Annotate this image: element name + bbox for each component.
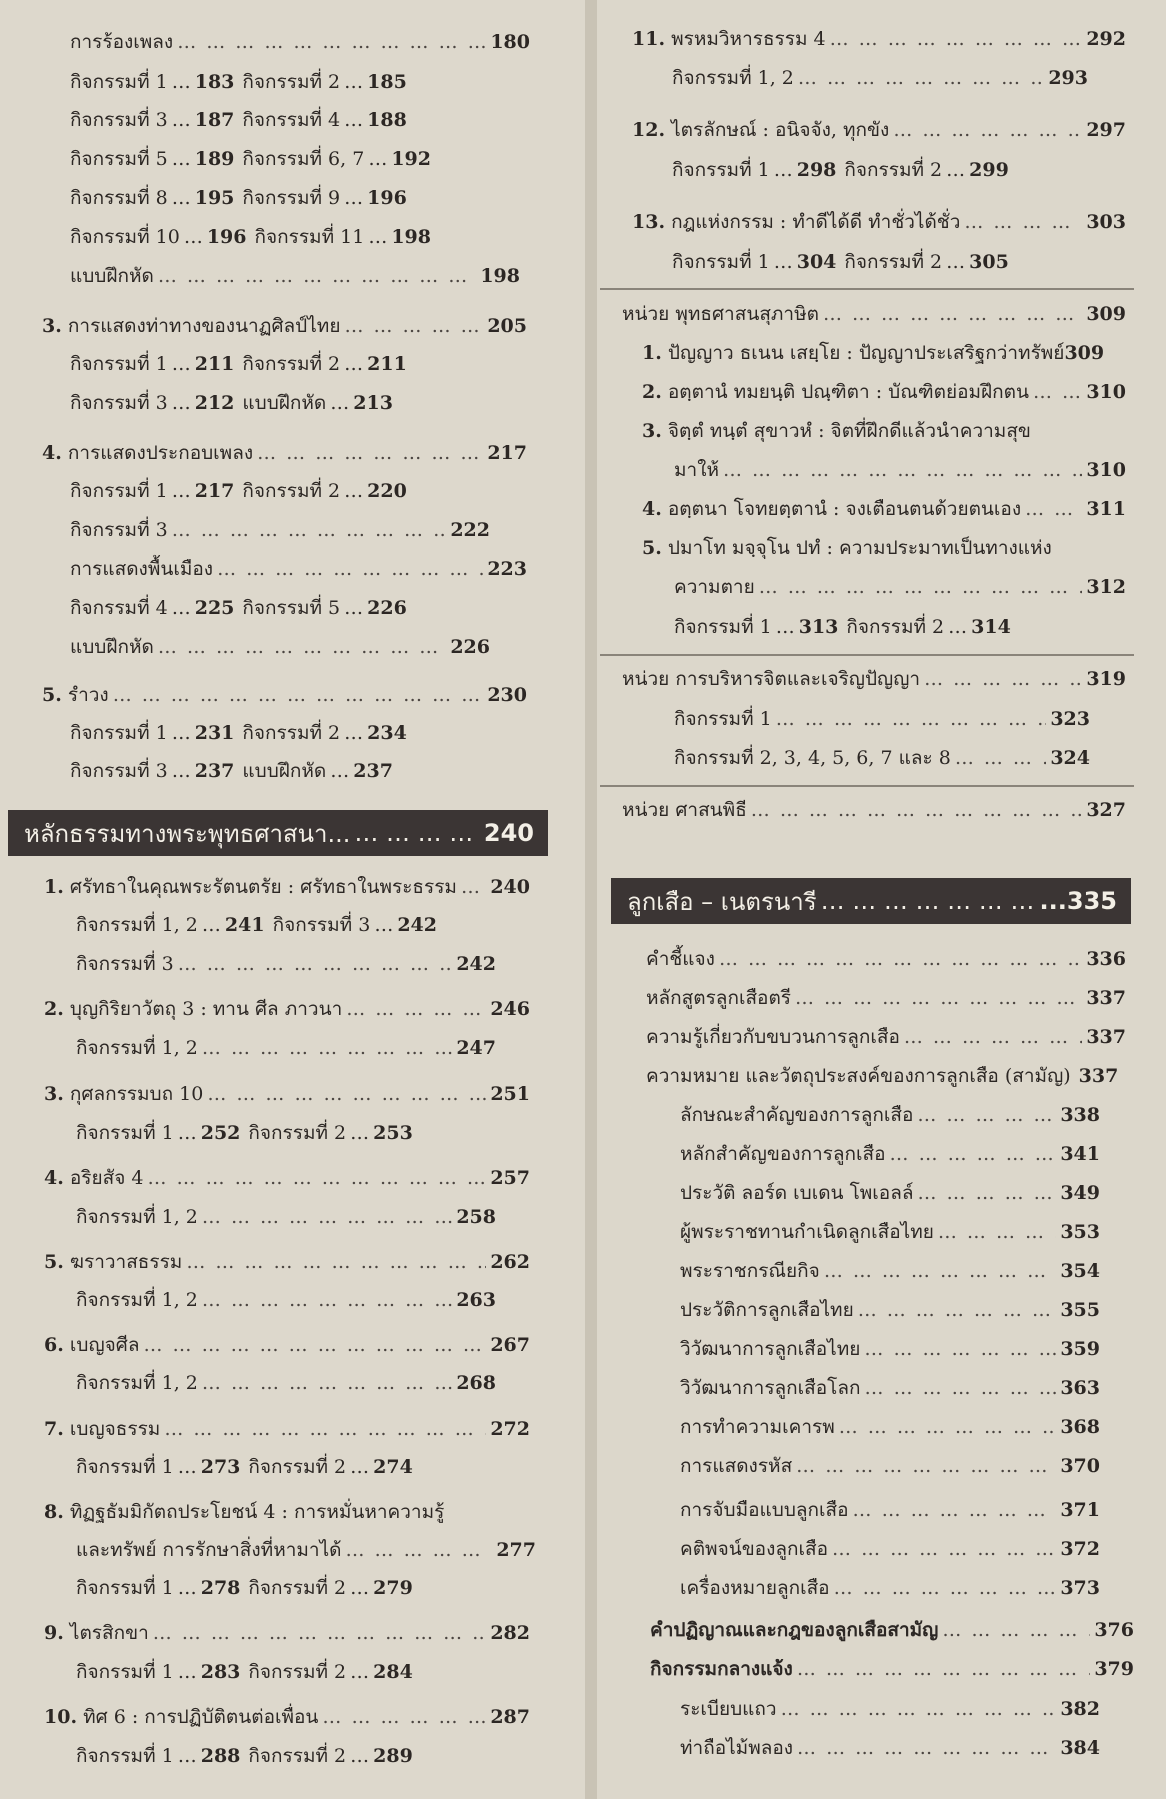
toc-row: หน่วย การบริหารจิตและเจริญปัญญา … … … … … … … … … … … … … … … … … … … … … … … … 319 [622, 666, 1126, 692]
toc-row: กิจกรรมกลางแจ้ง … … … … … … … … … … … … … … … … … … … … … … … … 379 [650, 1656, 1134, 1682]
toc-row: 9. ไตรสิกขา … … … … … … … … … … … … … … … … … … … … … … … … 282 [44, 1620, 530, 1646]
toc-row: 1. ศรัทธาในคุณพระรัตนตรัย : ศรัทธาในพระธรรม … … … … … … … … … … … … … … … … … … … … … … … … 240 [44, 874, 530, 900]
toc-row: กิจกรรมที่ 4 … 225 กิจกรรมที่ 5 … 226 [70, 597, 407, 619]
toc-row: 7. เบญจธรรม … … … … … … … … … … … … … … … … … … … … … … … … 272 [44, 1416, 530, 1442]
toc-row: การจับมือแบบลูกเสือ … … … … … … … … … … … … … … … … … … … … … … … … 371 [680, 1497, 1100, 1523]
toc-row: คติพจน์ของลูกเสือ … … … … … … … … … … … … … … … … … … … … … … … … 372 [680, 1536, 1100, 1562]
toc-row: กิจกรรมที่ 3 … 187 กิจกรรมที่ 4 … 188 [70, 109, 407, 131]
toc-row: ความหมาย และวัตถุประสงค์ของการลูกเสือ (สามัญ) 337 [646, 1065, 1119, 1087]
toc-row: กิจกรรมที่ 1, 2 … 241 กิจกรรมที่ 3 … 242 [76, 914, 437, 936]
toc-row: กิจกรรมที่ 1 … 217 กิจกรรมที่ 2 … 220 [70, 480, 407, 502]
toc-row: ลักษณะสำคัญของการลูกเสือ … … … … … … … … … … … … … … … … … … … … … … … … 338 [680, 1102, 1100, 1128]
toc-row: การทำความเคารพ … … … … … … … … … … … … … … … … … … … … … … … … 368 [680, 1414, 1100, 1440]
toc-row: กิจกรรมที่ 1 … 273 กิจกรรมที่ 2 … 274 [76, 1456, 413, 1478]
section-banner-dhamma: หลักธรรมทางพระพุทธศาสนา... … … … … … … … … … … … 240 [8, 810, 548, 856]
toc-row: กิจกรรมที่ 3 … … … … … … … … … … … … … … … … … … … … … … … … 222 [70, 517, 490, 543]
toc-row: กิจกรรมที่ 1 … 278 กิจกรรมที่ 2 … 279 [76, 1577, 413, 1599]
toc-row: คำชี้แจง … … … … … … … … … … … … … … … … … … … … … … … … 336 [646, 946, 1126, 972]
toc-row: วิวัฒนาการลูกเสือโลก … … … … … … … … … … … … … … … … … … … … … … … … 363 [680, 1375, 1100, 1401]
toc-row: พระราชกรณียกิจ … … … … … … … … … … … … … … … … … … … … … … … … 354 [680, 1258, 1100, 1284]
toc-row: 4. อตฺตนา โจทยตฺตานํ : จงเตือนตนด้วยตนเอง … … … … … … … … … … … … … … … … … … … … … … … … 311 [642, 496, 1126, 522]
toc-row: 11. พรหมวิหารธรรม 4 … … … … … … … … … … … … … … … … … … … … … … … … 292 [632, 26, 1126, 52]
toc-row: 4. การแสดงประกอบเพลง … … … … … … … … … … … … … … … … … … … … … … … … 217 [42, 440, 527, 466]
toc-row: 3. กุศลกรรมบถ 10 … … … … … … … … … … … … … … … … … … … … … … … … 251 [44, 1081, 530, 1107]
toc-row: หน่วย ศาสนพิธี … … … … … … … … … … … … … … … … … … … … … … … … 327 [622, 797, 1126, 823]
toc-row: 1. ปัญญาว ธเนน เสยฺโย : ปัญญาประเสริฐกว่าทรัพย์ 309 [642, 342, 1105, 364]
toc-row: หลักสูตรลูกเสือตรี … … … … … … … … … … … … … … … … … … … … … … … … 337 [646, 985, 1126, 1011]
toc-row: หน่วย พุทธศาสนสุภาษิต … … … … … … … … … … … … … … … … … … … … … … … … 309 [622, 301, 1126, 327]
toc-row: คำปฏิญาณและกฎของลูกเสือสามัญ … … … … … … … … … … … … … … … … … … … … … … … … 376 [650, 1617, 1134, 1643]
toc-row: ประวัติ ลอร์ด เบเดน โพเอลล์ … … … … … … … … … … … … … … … … … … … … … … … … 349 [680, 1180, 1100, 1206]
toc-row: หลักสำคัญของการลูกเสือ … … … … … … … … … … … … … … … … … … … … … … … … 341 [680, 1141, 1100, 1167]
toc-row: กิจกรรมที่ 1, 2 … … … … … … … … … … … … … … … … … … … … … … … … 258 [76, 1204, 496, 1230]
toc-row: กิจกรรมที่ 2, 3, 4, 5, 6, 7 และ 8 … … … … … … … … … … … … … … … … … … … … … … … … 324 [674, 745, 1090, 771]
toc-row: 6. เบญจศีล … … … … … … … … … … … … … … … … … … … … … … … … 267 [44, 1332, 530, 1358]
toc-row: ระเบียบแถว … … … … … … … … … … … … … … … … … … … … … … … … 382 [680, 1696, 1100, 1722]
toc-row: กิจกรรมที่ 3 … 212 แบบฝึกหัด … 213 [70, 392, 393, 414]
toc-row: 13. กฎแห่งกรรม : ทำดีได้ดี ทำชั่วได้ชั่ว … … … … … … … … … … … … … … … … … … … … … … … … 303 [632, 209, 1126, 235]
toc-row: กิจกรรมที่ 10 … 196 กิจกรรมที่ 11 … 198 [70, 226, 431, 248]
toc-row: 10. ทิศ 6 : การปฏิบัติตนต่อเพื่อน … … … … … … … … … … … … … … … … … … … … … … … … 287 [44, 1704, 530, 1730]
toc-row: กิจกรรมที่ 8 … 195 กิจกรรมที่ 9 … 196 [70, 187, 407, 209]
toc-row: กิจกรรมที่ 1, 2 … … … … … … … … … … … … … … … … … … … … … … … … 268 [76, 1370, 496, 1396]
divider [600, 654, 1134, 656]
toc-row: กิจกรรมที่ 3 … … … … … … … … … … … … … … … … … … … … … … … … 242 [76, 951, 496, 977]
toc-row: ความตาย … … … … … … … … … … … … … … … … … … … … … … … … 312 [674, 574, 1126, 600]
section-banner-scout: ลูกเสือ – เนตรนารี … … … … … … … … … … … ...335 [611, 878, 1131, 924]
toc-row: 4. อริยสัจ 4 … … … … … … … … … … … … … … … … … … … … … … … … 257 [44, 1165, 530, 1191]
toc-row: วิวัฒนาการลูกเสือไทย … … … … … … … … … … … … … … … … … … … … … … … … 359 [680, 1336, 1100, 1362]
page-gutter [585, 0, 597, 1799]
toc-row: ผู้พระราชทานกำเนิดลูกเสือไทย … … … … … … … … … … … … … … … … … … … … … … … … 353 [680, 1219, 1100, 1245]
toc-row: มาให้ … … … … … … … … … … … … … … … … … … … … … … … … 310 [674, 457, 1126, 483]
toc-row: กิจกรรมที่ 1 … 183 กิจกรรมที่ 2 … 185 [70, 71, 407, 93]
toc-row: กิจกรรมที่ 1 … … … … … … … … … … … … … … … … … … … … … … … … 323 [674, 706, 1090, 732]
toc-row: 2. บุญกิริยาวัตถุ 3 : ทาน ศีล ภาวนา … … … … … … … … … … … … … … … … … … … … … … … … 246 [44, 996, 530, 1022]
toc-row: 3. จิตฺตํ ทนฺตํ สุขาวหํ : จิตที่ฝึกดีแล้วนำความสุข [642, 420, 1031, 442]
toc-row: กิจกรรมที่ 1 … 288 กิจกรรมที่ 2 … 289 [76, 1745, 413, 1767]
toc-row: กิจกรรมที่ 1, 2 … … … … … … … … … … … … … … … … … … … … … … … … 247 [76, 1035, 496, 1061]
toc-row: การแสดงพื้นเมือง … … … … … … … … … … … … … … … … … … … … … … … … 223 [70, 556, 527, 582]
toc-row: 12. ไตรลักษณ์ : อนิจจัง, ทุกขัง … … … … … … … … … … … … … … … … … … … … … … … … 297 [632, 117, 1126, 143]
toc-row: การแสดงรหัส … … … … … … … … … … … … … … … … … … … … … … … … 370 [680, 1453, 1100, 1479]
toc-row: 5. ฆราวาสธรรม … … … … … … … … … … … … … … … … … … … … … … … … 262 [44, 1249, 530, 1275]
toc-row: กิจกรรมที่ 5 … 189 กิจกรรมที่ 6, 7 … 192 [70, 148, 431, 170]
toc-row: และทรัพย์ การรักษาสิ่งที่หามาได้ … … … … … … … … … … … … … … … … … … … … … … … … 277 [76, 1537, 536, 1563]
toc-row: 2. อตฺตานํ ทมยนฺติ ปณฺฑิตา : บัณฑิตย่อมฝึกตน … … … … … … … … … … … … … … … … … … … … … … … … 310 [642, 379, 1126, 405]
toc-row: เครื่องหมายลูกเสือ … … … … … … … … … … … … … … … … … … … … … … … … 373 [680, 1575, 1100, 1601]
toc-row: กิจกรรมที่ 1 … 304 กิจกรรมที่ 2 … 305 [672, 251, 1009, 273]
toc-row: ความรู้เกี่ยวกับขบวนการลูกเสือ … … … … … … … … … … … … … … … … … … … … … … … … 337 [646, 1024, 1126, 1050]
divider [600, 288, 1134, 290]
toc-row: กิจกรรมที่ 1, 2 … … … … … … … … … … … … … … … … … … … … … … … … 293 [672, 65, 1088, 91]
toc-row: กิจกรรมที่ 1 … 211 กิจกรรมที่ 2 … 211 [70, 353, 407, 375]
toc-row: แบบฝึกหัด … … … … … … … … … … … … … … … … … … … … … … … … 198 [70, 263, 520, 289]
toc-row: กิจกรรมที่ 3 … 237 แบบฝึกหัด … 237 [70, 760, 393, 782]
toc-row: กิจกรรมที่ 1 … 252 กิจกรรมที่ 2 … 253 [76, 1122, 413, 1144]
toc-row: กิจกรรมที่ 1 … 313 กิจกรรมที่ 2 … 314 [674, 616, 1011, 638]
toc-row: แบบฝึกหัด … … … … … … … … … … … … … … … … … … … … … … … … 226 [70, 634, 490, 660]
toc-row: การร้องเพลง … … … … … … … … … … … … … … … … … … … … … … … … 180 [70, 29, 530, 55]
toc-row: กิจกรรมที่ 1 … 283 กิจกรรมที่ 2 … 284 [76, 1661, 413, 1683]
toc-row: ท่าถือไม้พลอง … … … … … … … … … … … … … … … … … … … … … … … … 384 [680, 1735, 1100, 1761]
toc-row: 8. ทิฏฐธัมมิกัตถประโยชน์ 4 : การหมั่นหาความรู้ [44, 1501, 445, 1523]
toc-row: 3. การแสดงท่าทางของนาฏศิลป์ไทย … … … … … … … … … … … … … … … … … … … … … … … … 205 [42, 313, 527, 339]
divider [600, 785, 1134, 787]
toc-row: กิจกรรมที่ 1 … 298 กิจกรรมที่ 2 … 299 [672, 159, 1009, 181]
toc-row: กิจกรรมที่ 1 … 231 กิจกรรมที่ 2 … 234 [70, 722, 407, 744]
toc-row: ประวัติการลูกเสือไทย … … … … … … … … … … … … … … … … … … … … … … … … 355 [680, 1297, 1100, 1323]
toc-row: 5. ปมาโท มจฺจุโน ปทํ : ความประมาทเป็นทางแห่ง [642, 537, 1052, 559]
toc-row: 5. รำวง … … … … … … … … … … … … … … … … … … … … … … … … 230 [42, 682, 527, 708]
toc-row: กิจกรรมที่ 1, 2 … … … … … … … … … … … … … … … … … … … … … … … … 263 [76, 1287, 496, 1313]
